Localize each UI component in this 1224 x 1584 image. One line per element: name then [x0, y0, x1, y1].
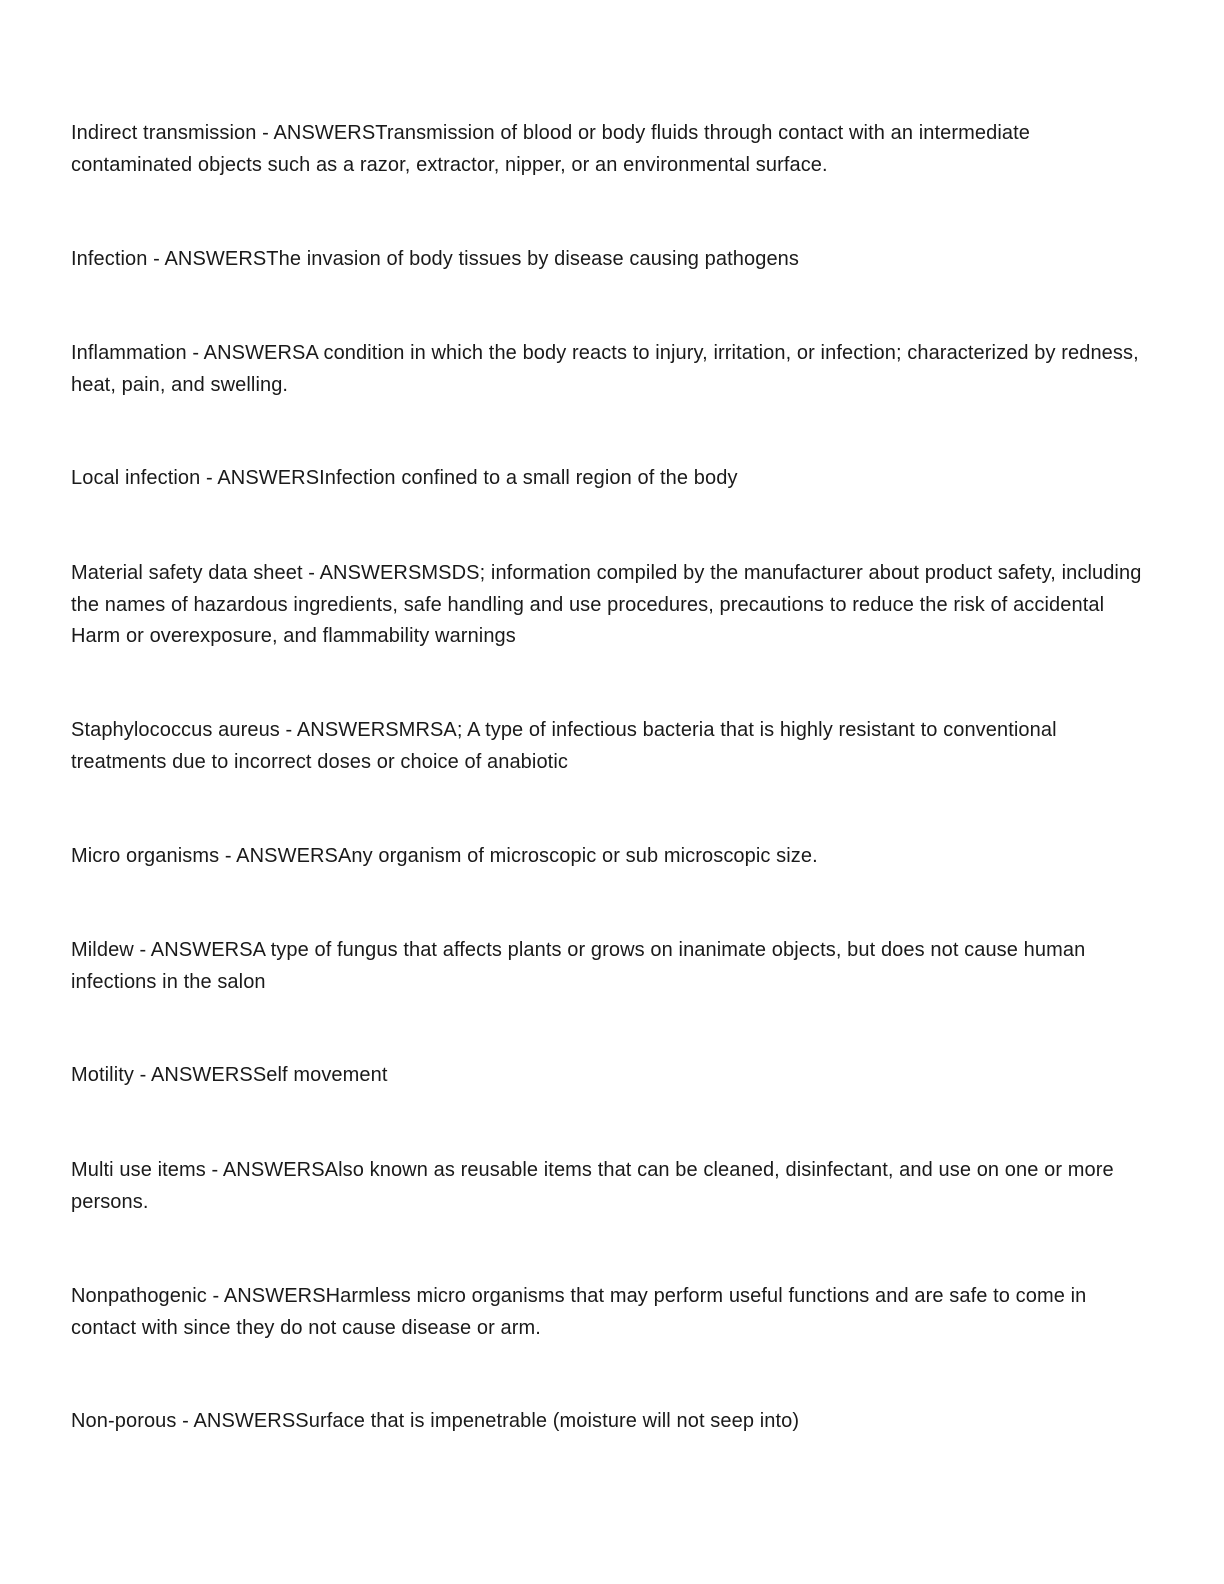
glossary-entry-infection: Infection - ANSWERSThe invasion of body tissues by disease causing pathogens — [71, 248, 799, 270]
glossary-entry-micro-organisms: Micro organisms - ANSWERSAny organism of microscopic or sub microscopic size. — [71, 845, 818, 867]
glossary-entry-motility: Motility - ANSWERSSelf movement — [71, 1064, 388, 1086]
glossary-entry-nonpathogenic: Nonpathogenic - ANSWERSHarmless micro organisms that may perform useful functions and are safe to come in contact with since they do not cause disease or arm. — [71, 1285, 1087, 1339]
glossary-entry-multi-use-items: Multi use items - ANSWERSAlso known as reusable items that can be cleaned, disinfectant, and use on one or more persons. — [71, 1159, 1114, 1213]
glossary-entry-mildew: Mildew - ANSWERSA type of fungus that affects plants or grows on inanimate objects, but does not cause human infections in the salon — [71, 939, 1086, 993]
glossary-entry-indirect-transmission: Indirect transmission - ANSWERSTransmission of blood or body fluids through contact with an intermediate contaminated objects such as a razor, extractor, nipper, or an environmental surface. — [71, 122, 1030, 176]
glossary-entry-msds: Material safety data sheet - ANSWERSMSDS; information compiled by the manufacturer about product safety, including the names of hazardous ingredients, safe handling and use procedures, precautions to reduce the risk of accidental Harm or overexposure, and flammability warnings — [71, 562, 1142, 647]
glossary-entry-inflammation: Inflammation - ANSWERSA condition in which the body reacts to injury, irritation, or infection; characterized by redness, heat, pain, and swelling. — [71, 342, 1139, 396]
glossary-entry-local-infection: Local infection - ANSWERSInfection confined to a small region of the body — [71, 467, 738, 489]
glossary-entry-non-porous: Non-porous - ANSWERSSurface that is impenetrable (moisture will not seep into) — [71, 1410, 800, 1432]
glossary-entry-staphylococcus-aureus: Staphylococcus aureus - ANSWERSMRSA; A type of infectious bacteria that is highly resistant to conventional treatments due to incorrect doses or choice of anabiotic — [71, 719, 1057, 773]
